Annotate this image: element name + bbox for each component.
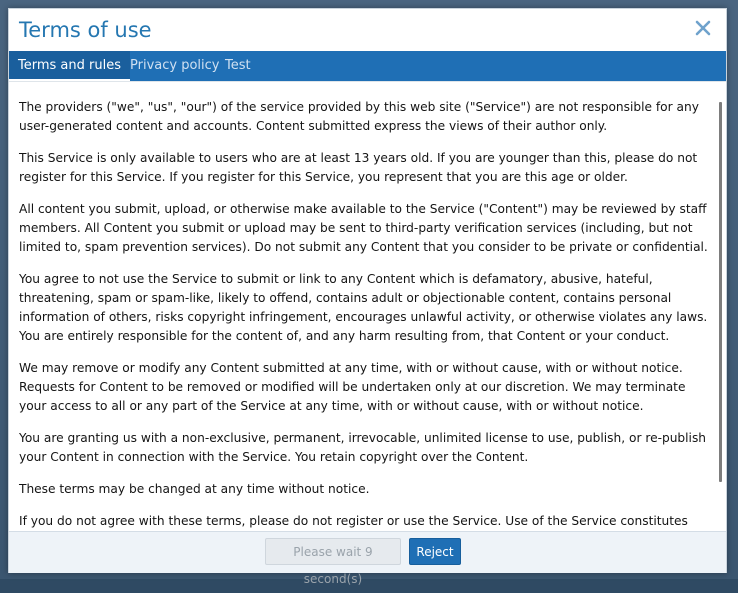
terms-paragraph: We may remove or modify any Content submitted at any time, with or without cause, with or without notice. Requests for Content to be removed or modified will be undertaken only at our discretion. We may terminate your access to all or any part of the Service at any time, with or without cause, with or without notice. — [19, 361, 686, 413]
terms-paragraph: This Service is only available to users who are at least 13 years old. If you are younger than this, please do not register for this Service. If you register for this Service, you represent that you are this age or older. — [19, 151, 698, 184]
dialog-titlebar — [9, 9, 726, 51]
tab-bar — [9, 51, 726, 81]
terms-paragraph: If you do not agree with these terms, please do not register or use the Service. Use of the Service constitutes — [19, 514, 688, 528]
close-icon[interactable] — [692, 17, 714, 39]
dialog-footer — [9, 531, 726, 586]
scrollbar[interactable] — [719, 102, 722, 482]
tab-privacy-policy[interactable]: Privacy policy — [130, 58, 220, 73]
terms-text — [19, 98, 709, 532]
tab-terms-and-rules[interactable]: Terms and rules — [9, 51, 130, 81]
terms-paragraph: You agree to not use the Service to submit or link to any Content which is defamatory, abusive, hateful, threatening, spam or spam-like, likely to offend, contains adult or objectionable content, contains personal information of others, risks copyright infringement, encourages unlawful activity, or otherwise violates any laws. You are entirely responsible for the content of, and any harm resulting from, that Content or your conduct. — [19, 272, 708, 343]
terms-content-area[interactable] — [9, 81, 726, 532]
terms-paragraph: You are granting us with a non-exclusive, permanent, irrevocable, unlimited license to use, publish, or re-publish your Content in connection with the Service. You retain copyright over the Content. — [19, 431, 707, 464]
please-wait-button[interactable]: Please wait 9 second(s) — [265, 538, 401, 565]
tab-test[interactable]: Test — [225, 58, 251, 73]
terms-paragraph: These terms may be changed at any time without notice. — [19, 482, 370, 496]
terms-paragraph: All content you submit, upload, or otherwise make available to the Service ("Content") may be reviewed by staff members. All Content you submit or upload may be sent to third-party verification services (including, but not limited to, spam prevention services). Do not submit any Content that you consider to be private or confidential. — [19, 202, 708, 254]
reject-button[interactable]: Reject — [409, 538, 461, 565]
terms-dialog — [8, 8, 727, 586]
dialog-title: Terms of use — [19, 18, 152, 42]
terms-paragraph: The providers ("we", "us", "our") of the service provided by this web site ("Service") are not responsible for any user-generated content and accounts. Content submitted express the views of their author only. — [19, 100, 699, 133]
